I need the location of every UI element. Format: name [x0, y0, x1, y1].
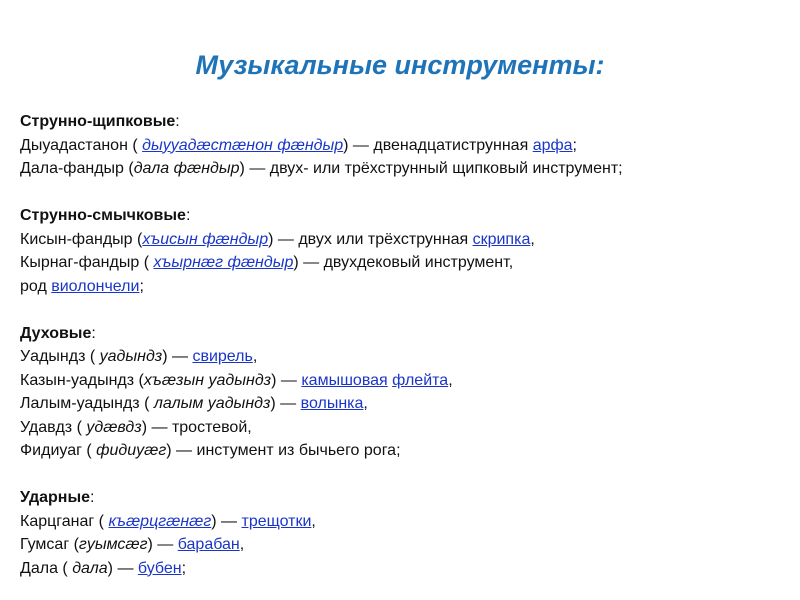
item-name: род: [20, 277, 52, 295]
list-item: [20, 345, 790, 369]
item-name: Уадындз (: [20, 348, 100, 365]
ossetian-term: фидиуæг: [96, 442, 167, 459]
list-item: [20, 228, 790, 252]
item-name: Кырнаг-фандыр (: [20, 254, 154, 271]
item-name: Лалым-уадындз (: [20, 395, 154, 412]
ossetian-term-link[interactable]: хъисын фæндыр: [142, 230, 269, 248]
item-description: ) — двенадцатиструнная: [343, 136, 533, 154]
list-item: [20, 533, 790, 557]
list-item: [20, 369, 790, 393]
item-description: ) — двухдековый инструмент,: [293, 254, 514, 271]
section-heading: [20, 322, 790, 346]
list-item: [20, 557, 790, 581]
item-name: Казын-уадындз (: [20, 371, 144, 389]
list-item: [20, 392, 790, 416]
wiki-link[interactable]: виолончели: [51, 277, 140, 295]
item-punct: ,: [252, 348, 258, 365]
item-name: Фидиуаг (: [20, 442, 97, 459]
instrument-list: [20, 110, 790, 580]
list-item: [20, 251, 790, 275]
item-punct: ;: [139, 277, 144, 295]
item-description: ) —: [271, 371, 302, 389]
list-item: [20, 157, 790, 181]
wiki-link[interactable]: барабан: [177, 536, 240, 553]
section-heading-punct: :: [175, 113, 180, 130]
wiki-link[interactable]: камышовая: [301, 371, 388, 389]
item-name: Дала (: [20, 559, 73, 577]
item-name: Кисын-фандыр (: [20, 230, 143, 248]
list-item: [20, 439, 790, 463]
section-heading: [20, 204, 790, 228]
item-name: Дыуадастанон (: [20, 136, 143, 154]
ossetian-term: уадындз: [99, 348, 163, 365]
wiki-link[interactable]: волынка: [300, 395, 364, 412]
list-item: [20, 510, 790, 534]
ossetian-term: хъæзын уадындз: [143, 371, 272, 389]
page-title: Музыкальные инструменты:: [195, 50, 605, 80]
section-heading-text: Ударные: [20, 489, 90, 506]
section-heading-text: Струнно-щипковые: [20, 113, 176, 130]
ossetian-term: лалым уадындз: [153, 395, 271, 412]
item-description: ) — двух- или трёхструнный щипковый инструмент;: [239, 160, 623, 177]
section-heading: [20, 110, 790, 134]
item-description: ) —: [107, 559, 138, 577]
item-description: ) — двух или трёхструнная: [268, 230, 473, 248]
item-description: ) — инстумент из бычьего рога;: [166, 442, 401, 459]
item-punct: ,: [239, 536, 245, 553]
item-name: Гумсаг (: [20, 536, 79, 553]
item-name: Карцганаг (: [20, 512, 109, 530]
ossetian-term: дала фæндыр: [133, 160, 240, 177]
section-heading-punct: :: [185, 207, 191, 224]
section-spacer: [20, 463, 790, 487]
item-punct: ,: [530, 230, 535, 248]
section-heading-text: Струнно-смычковые: [20, 207, 186, 224]
wiki-link[interactable]: бубен: [137, 559, 182, 577]
ossetian-term: гуымсæг: [78, 536, 148, 553]
item-punct: ;: [181, 559, 187, 577]
item-punct: ,: [363, 395, 368, 412]
section-spacer: [20, 298, 790, 322]
item-description: ) —: [270, 395, 301, 412]
section-heading-text: Духовые: [20, 324, 92, 342]
list-item: [20, 275, 790, 299]
item-name: Дала-фандыр (: [20, 160, 134, 177]
item-description: ) —: [211, 512, 242, 530]
ossetian-term: удæвдз: [86, 418, 142, 436]
wiki-link[interactable]: свирель: [192, 348, 253, 365]
item-name: Удавдз (: [20, 418, 87, 436]
section-heading-punct: :: [91, 324, 96, 342]
item-punct: ,: [311, 512, 316, 530]
section-heading-punct: :: [90, 489, 95, 506]
section-spacer: [20, 181, 790, 205]
list-item: [20, 134, 790, 158]
wiki-link[interactable]: флейта: [392, 371, 449, 389]
item-punct: ,: [448, 371, 453, 389]
list-item: [20, 416, 790, 440]
item-description: ) — тростевой,: [141, 418, 252, 436]
ossetian-term-link[interactable]: дыууадæстæнон фæндыр: [142, 136, 344, 154]
item-punct: ;: [572, 136, 577, 154]
section-heading: [20, 486, 790, 510]
ossetian-term-link[interactable]: къæрцгæнæг: [108, 512, 212, 530]
ossetian-term: дала: [72, 559, 108, 577]
item-description: ) —: [147, 536, 178, 553]
ossetian-term-link[interactable]: хъырнæг фæндыр: [153, 254, 294, 271]
wiki-link[interactable]: скрипка: [472, 230, 531, 248]
item-description: ) —: [162, 348, 193, 365]
wiki-link[interactable]: трещотки: [241, 512, 312, 530]
wiki-link[interactable]: арфа: [532, 136, 573, 154]
